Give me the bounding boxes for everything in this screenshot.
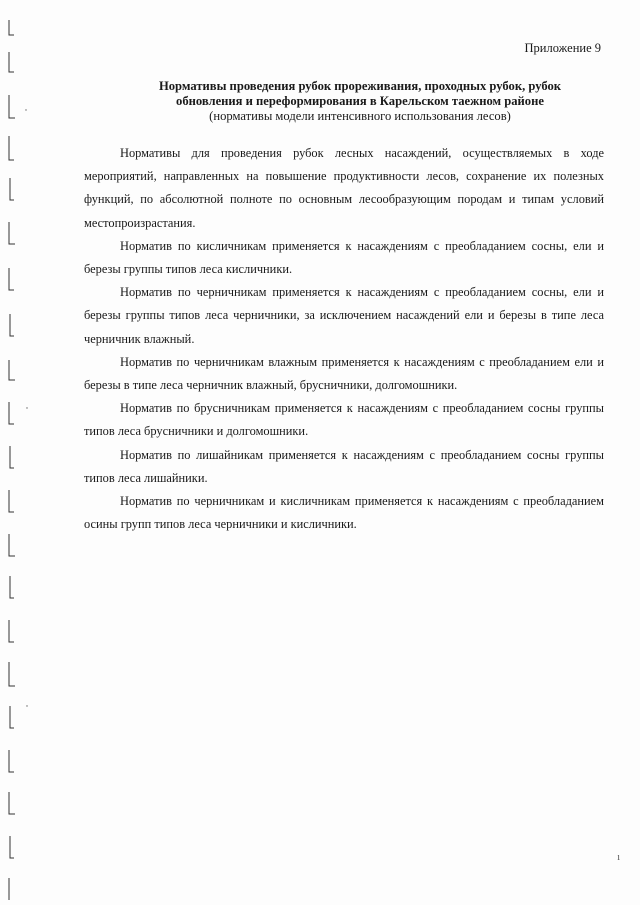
document-subtitle: (нормативы модели интенсивного использования лесов) <box>209 109 511 123</box>
paragraph: Нормативы для проведения рубок лесных насаждений, осуществляемых в ходе мероприятий, направленных на повышение продуктивности лесов, сохранение их полезных функций, по абсолютной полноте по основным лесообразующим породам и типам условий местопроизрастания. <box>84 146 604 230</box>
binding-marks <box>0 0 30 905</box>
appendix-label: Приложение 9 <box>524 41 601 55</box>
title-line-2: обновления и переформирования в Карельском таежном районе <box>176 94 544 108</box>
paragraph: Норматив по лишайникам применяется к насаждениям с преобладанием сосны группы типов леса лишайники. <box>84 447 604 485</box>
paragraph: Норматив по брусничникам применяется к насаждениям с преобладанием сосны группы типов леса брусничники и долгомошники. <box>84 401 604 439</box>
paragraph: Норматив по черничникам и кисличникам применяется к насаждениям с преобладанием осины групп типов леса черничники и кисличники. <box>84 494 604 532</box>
page-mark: ı <box>617 852 620 863</box>
document-body <box>84 142 604 536</box>
paragraph: Норматив по черничникам влажным применяется к насаждениям с преобладанием ели и березы в типе леса черничник влажный, брусничники, долгомошники. <box>84 354 604 393</box>
paragraph: Норматив по черничникам применяется к насаждениям с преобладанием сосны, ели и березы группы типов леса черничники, за исключением насаждений ели и березы в типе леса черничник влажный. <box>84 285 604 346</box>
title-line-1: Нормативы проведения рубок прореживания, проходных рубок, рубок <box>158 79 562 93</box>
paragraph: Норматив по кисличникам применяется к насаждениям с преобладанием сосны, ели и березы группы типов леса кисличники. <box>84 238 604 277</box>
document-title <box>100 79 620 109</box>
